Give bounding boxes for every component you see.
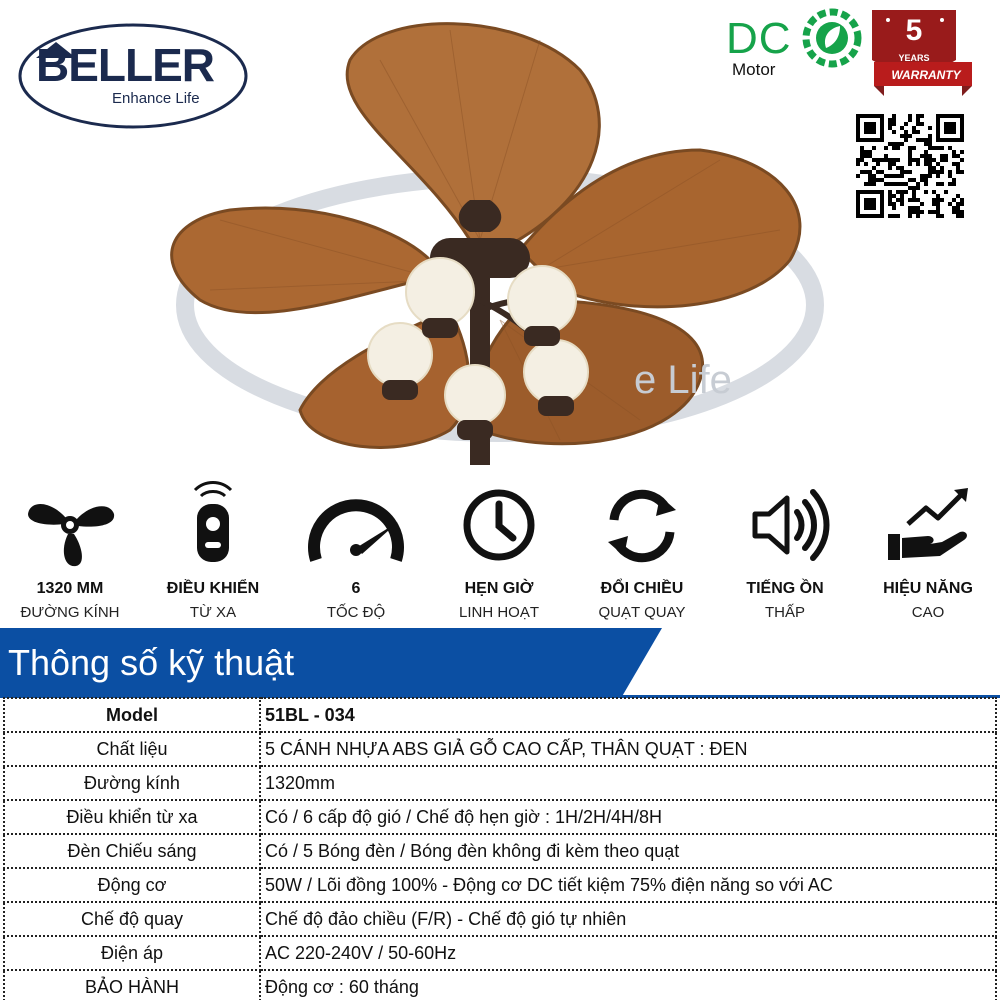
dc-badge-text: DC (726, 14, 792, 63)
spec-key: Đường kính (4, 766, 260, 800)
feature-reverse (572, 470, 712, 630)
feature-title: ĐIỀU KHIỂN (166, 580, 260, 597)
feature-strip (0, 470, 1000, 630)
lamp-globe (445, 365, 505, 425)
spec-value: 51BL - 034 (260, 698, 996, 732)
qr-code-icon[interactable] (856, 114, 964, 218)
spec-key: Chế độ quay (4, 902, 260, 936)
spec-row (4, 834, 996, 868)
lamp-globe (524, 340, 588, 404)
warranty-label: WARRANTY (891, 68, 961, 82)
feature-remote (143, 470, 283, 630)
spec-value: AC 220-240V / 50-60Hz (260, 936, 996, 970)
feature-title: HẸN GIỜ (464, 580, 534, 597)
speedometer-icon (306, 480, 406, 570)
dc-gear-icon (806, 12, 858, 64)
spec-key: Động cơ (4, 868, 260, 902)
watermark-text: e Life (634, 358, 732, 402)
lamp-globe (508, 266, 576, 334)
feature-subtitle: THẤP (764, 604, 805, 621)
product-hero (0, 0, 1000, 470)
spec-value: Có / 6 cấp độ gió / Chế độ hẹn giờ : 1H/2H/4H/8H (260, 800, 996, 834)
spec-key: Đèn Chiếu sáng (4, 834, 260, 868)
spec-key: Điện áp (4, 936, 260, 970)
feature-performance (858, 470, 998, 630)
warranty-badge (872, 6, 978, 102)
feature-speed (286, 470, 426, 630)
feature-title: ĐỔI CHIỀU (600, 580, 684, 597)
spec-key: BẢO HÀNH (4, 970, 260, 1000)
spec-value: Động cơ : 60 tháng (260, 970, 996, 1000)
spec-banner (0, 628, 1000, 698)
spec-row (4, 766, 996, 800)
feature-subtitle: TỐC ĐỘ (326, 604, 386, 621)
spec-value: 1320mm (260, 766, 996, 800)
clock-icon (449, 480, 549, 570)
speaker-icon (735, 480, 835, 570)
spec-row (4, 732, 996, 766)
feature-subtitle: CAO (911, 604, 945, 621)
feature-title: TIẾNG ỒN (746, 580, 824, 597)
spec-table (3, 697, 997, 1000)
spec-key: Chất liệu (4, 732, 260, 766)
spec-row (4, 800, 996, 834)
spec-key: Điều khiển từ xa (4, 800, 260, 834)
spec-row (4, 970, 996, 1000)
spec-row (4, 902, 996, 936)
feature-title: 1320 MM (36, 580, 104, 597)
fan-blade (172, 208, 430, 313)
feature-title: HIỆU NĂNG (883, 580, 973, 597)
fan-blade-icon (20, 480, 120, 570)
reverse-rotation-icon (592, 480, 692, 570)
spec-key: Model (4, 698, 260, 732)
brand-tagline: Enhance Life (112, 90, 200, 107)
spec-title: Thông số kỹ thuật (8, 642, 295, 683)
feature-title: 6 (351, 580, 361, 597)
feature-subtitle: QUẠT QUAY (598, 604, 686, 621)
brand-logo-text: BELLER (36, 39, 214, 91)
feature-timer (429, 470, 569, 630)
feature-diameter (0, 470, 140, 630)
feature-noise (715, 470, 855, 630)
dc-motor-label: Motor (732, 60, 776, 79)
spec-row (4, 868, 996, 902)
growth-hand-icon (878, 480, 978, 570)
lamp-globe (368, 323, 432, 387)
feature-subtitle: LINH HOẠT (458, 604, 539, 621)
lamp-globe (406, 258, 474, 326)
spec-row (4, 698, 996, 732)
warranty-years: YEARS (898, 53, 930, 63)
spec-value: 50W / Lõi đồng 100% - Động cơ DC tiết kiệm 75% điện năng so với AC (260, 868, 996, 902)
spec-value: 5 CÁNH NHỰA ABS GIẢ GỖ CAO CẤP, THÂN QUẠT : ĐEN (260, 732, 996, 766)
warranty-number: 5 (905, 14, 923, 47)
spec-value: Chế độ đảo chiều (F/R) - Chế độ gió tự nhiên (260, 902, 996, 936)
feature-subtitle: TỪ XA (189, 604, 237, 621)
remote-control-icon (163, 480, 263, 570)
spec-value: Có / 5 Bóng đèn / Bóng đèn không đi kèm theo quạt (260, 834, 996, 868)
feature-subtitle: ĐƯỜNG KÍNH (20, 604, 120, 621)
spec-row (4, 936, 996, 970)
